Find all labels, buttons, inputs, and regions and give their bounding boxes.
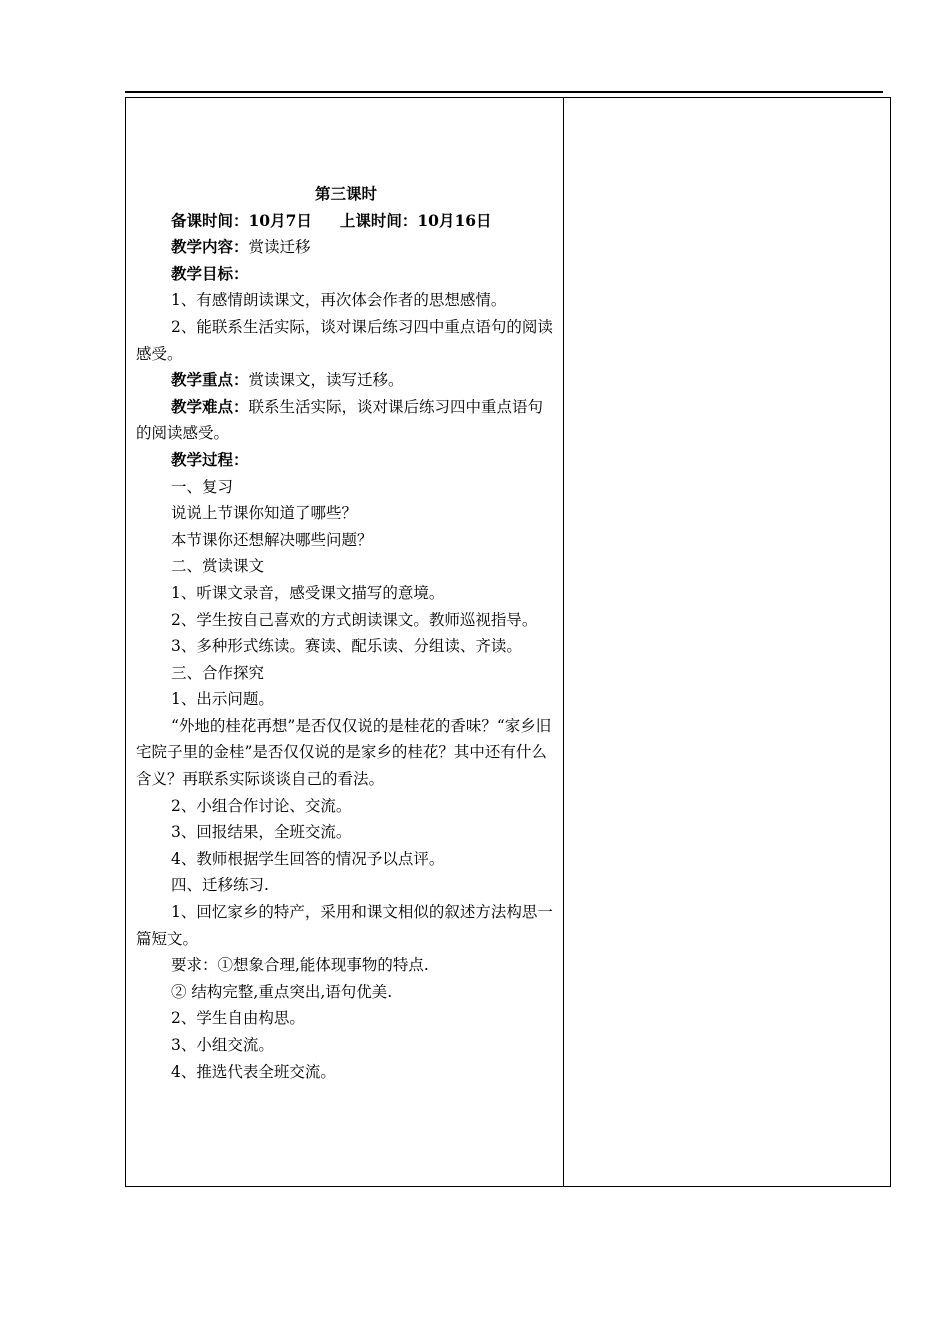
difficulty-label: 教学难点： — [171, 396, 249, 416]
objective-2: 2、能联系生活实际，谈对课后练习四中重点语句的阅读感受。 — [136, 317, 553, 363]
section-heading: 三、合作探究 — [171, 663, 265, 682]
process-line: 2、小组合作讨论、交流。 — [171, 796, 352, 815]
process-line: 1、出示问题。 — [171, 690, 274, 709]
content-line — [136, 234, 556, 261]
objective-1: 1、有感情朗读课文，再次体会作者的思想感情。 — [171, 291, 507, 310]
requirement-line: 要求：①想象合理,能体现事物的特点. — [171, 956, 429, 975]
key-point-label: 教学重点： — [171, 370, 249, 390]
section-heading: 四、迁移练习. — [171, 876, 269, 895]
process-line: 2、学生自由构思。 — [171, 1009, 305, 1028]
process-line: 4、推选代表全班交流。 — [171, 1062, 336, 1081]
class-time-value: 10月16日 — [417, 210, 492, 230]
content-value: 赏读迁移 — [248, 238, 311, 257]
lesson-content-cell — [136, 181, 556, 1085]
top-rule — [125, 91, 883, 93]
prep-time-value: 10月7日 — [248, 210, 312, 230]
objectives-label: 教学目标： — [171, 263, 249, 283]
section-heading: 一、复习 — [171, 477, 234, 496]
process-line: 3、多种形式练读。赛读、配乐读、分组读、齐读。 — [171, 637, 522, 656]
process-line: 3、回报结果，全班交流。 — [171, 823, 352, 842]
process-line: 4、教师根据学生回答的情况予以点评。 — [171, 849, 445, 868]
key-point-line — [136, 367, 556, 394]
prep-time-label: 备课时间： — [171, 210, 249, 230]
section-heading: 二、赏读课文 — [171, 557, 265, 576]
class-time-label: 上课时间： — [339, 210, 418, 230]
process-line: 2、学生按自己喜欢的方式朗读课文。教师巡视指导。 — [171, 610, 538, 629]
schedule-line — [136, 208, 556, 235]
process-line: 1、听课文录音，感受课文描写的意境。 — [171, 583, 445, 602]
process-line: 1、回忆家乡的特产，采用和课文相似的叙述方法构思一篇短文。 — [136, 903, 553, 948]
content-label: 教学内容： — [171, 237, 249, 257]
process-line: 说说上节课你知道了哪些？ — [171, 504, 358, 523]
lesson-plan-table — [125, 97, 891, 1187]
process-line: 本节课你还想解决哪些问题？ — [171, 530, 373, 549]
requirement-line: ② 结构完整,重点突出,语句优美. — [171, 982, 393, 1001]
difficulty-value: 联系生活实际，谈对课后练习四中重点语句的阅读感受。 — [136, 397, 544, 443]
question-paragraph: “外地的桂花再想”是否仅仅说的是桂花的香味？“家乡旧宅院子里的金桂”是否仅仅说的是家乡的桂花？其中还有什么含义？再联系实际谈谈自己的看法。 — [136, 716, 552, 789]
key-point-value: 赏读课文，读写迁移。 — [248, 371, 404, 390]
difficulty-line — [136, 394, 556, 447]
process-label: 教学过程： — [171, 449, 249, 469]
process-line: 3、小组交流。 — [171, 1036, 274, 1054]
lesson-title: 第三课时 — [314, 184, 377, 203]
notes-cell — [564, 98, 890, 1186]
